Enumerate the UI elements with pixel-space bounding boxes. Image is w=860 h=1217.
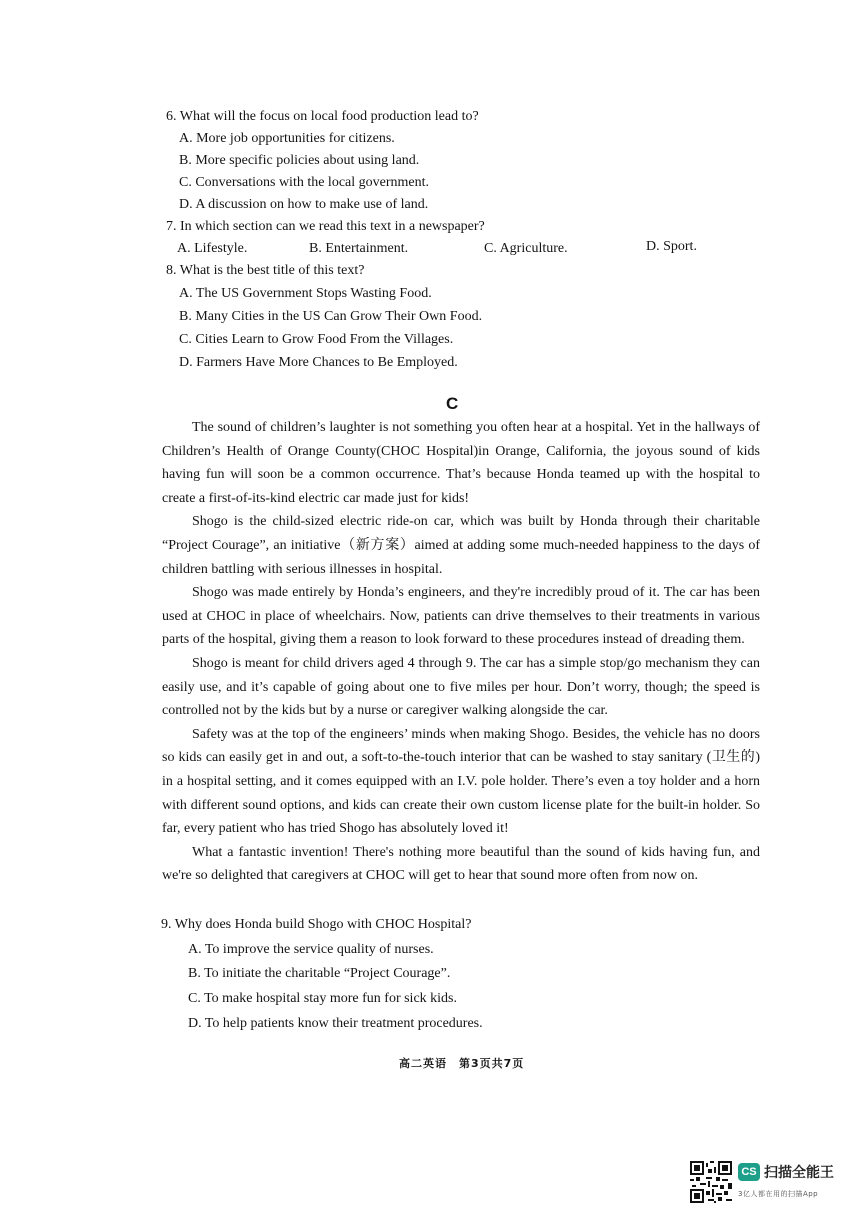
passage-paragraph-1: The sound of children’s laughter is not something you often hear at a hospital. Yet in the hallways of Children’s Health of Orange County(CHOC Hospital)in Orange, California, the joyous sound of kids having fun will soon be a common occurrence. That’s because Honda teamed up with the hospital to create a first-of-its-kind electric car made just for kids!: [162, 420, 760, 506]
passage-c: [162, 416, 760, 888]
camscanner-logo: CS: [738, 1163, 760, 1181]
passage-paragraph-3: Shogo was made entirely by Honda’s engineers, and they're incredibly proud of it. The car has been used at CHOC in place of wheelchairs. Now, patients can drive themselves to their treatments in various parts of the hospital, giving them a reason to look forward to these procedures instead of dreading them.: [162, 585, 760, 648]
question-8-stem: 8. What is the best title of this text?: [166, 263, 365, 278]
question-9-option-c: C. To make hospital stay more fun for sick kids.: [188, 991, 458, 1006]
question-9-stem: 9. Why does Honda build Shogo with CHOC Hospital?: [161, 917, 472, 932]
question-7-option-d: D. Sport.: [646, 239, 697, 254]
question-9-option-a: A. To improve the service quality of nurses.: [188, 942, 434, 957]
question-6-stem: 6. What will the focus on local food production lead to?: [166, 109, 479, 124]
question-9-option-b: B. To initiate the charitable “Project Courage”.: [188, 966, 451, 981]
question-8-option-d: D. Farmers Have More Chances to Be Employed.: [179, 355, 458, 370]
passage-paragraph-2: Shogo is the child-sized electric ride-on car, which was built by Honda through their charitable “Project Courage”, an initiative（新方案）aimed at adding some much-needed happiness to the days of children battling with serious illnesses in hospital.: [162, 514, 760, 577]
question-6-option-a: A. More job opportunities for citizens.: [179, 131, 395, 146]
question-6-option-b: B. More specific policies about using land.: [179, 153, 420, 168]
page-footer: 高二英语 第3页共7页: [399, 1057, 525, 1070]
question-7-stem: 7. In which section can we read this text in a newspaper?: [166, 219, 485, 234]
camscanner-tagline: 3亿人都在用的扫描App: [738, 1190, 819, 1198]
qr-code-icon: [690, 1161, 732, 1203]
passage-paragraph-5: Safety was at the top of the engineers’ minds when making Shogo. Besides, the vehicle has no doors so kids can easily get in and out, a soft-to-the-touch interior that can be washed to stay sanitary (卫生的) in a hospital setting, and it comes equipped with an I.V. pole holder. There’s even a toy holder and a horn with different sound options, and kids can create their own custom license plate for the built-in holder. So far, every patient who has tried Shogo has absolutely loved it!: [162, 726, 760, 837]
question-9-option-d: D. To help patients know their treatment procedures.: [188, 1016, 483, 1031]
question-8-option-c: C. Cities Learn to Grow Food From the Villages.: [179, 332, 454, 347]
question-6-option-c: C. Conversations with the local government.: [179, 175, 430, 190]
question-7-option-a: A. Lifestyle.: [177, 241, 248, 256]
question-7-option-b: B. Entertainment.: [309, 241, 409, 256]
passage-paragraph-4: Shogo is meant for child drivers aged 4 through 9. The car has a simple stop/go mechanism they can easily use, and it’s capable of going about one to five miles per hour. Don’t worry, though; the speed is controlled not by the kids but by a nurse or caregiver walking alongside the car.: [162, 655, 760, 719]
question-8-option-b: B. Many Cities in the US Can Grow Their Own Food.: [179, 309, 483, 324]
section-c-title: C: [446, 394, 459, 413]
question-7-option-c: C. Agriculture.: [484, 241, 568, 256]
question-6-option-d: D. A discussion on how to make use of land.: [179, 197, 429, 212]
question-8-option-a: A. The US Government Stops Wasting Food.: [179, 286, 432, 301]
camscanner-name: 扫描全能王: [764, 1165, 834, 1181]
passage-paragraph-6: What a fantastic invention! There's nothing more beautiful than the sound of kids having fun, and we're so delighted that caregivers at CHOC will get to hear that sound more often from now on.: [162, 844, 760, 884]
